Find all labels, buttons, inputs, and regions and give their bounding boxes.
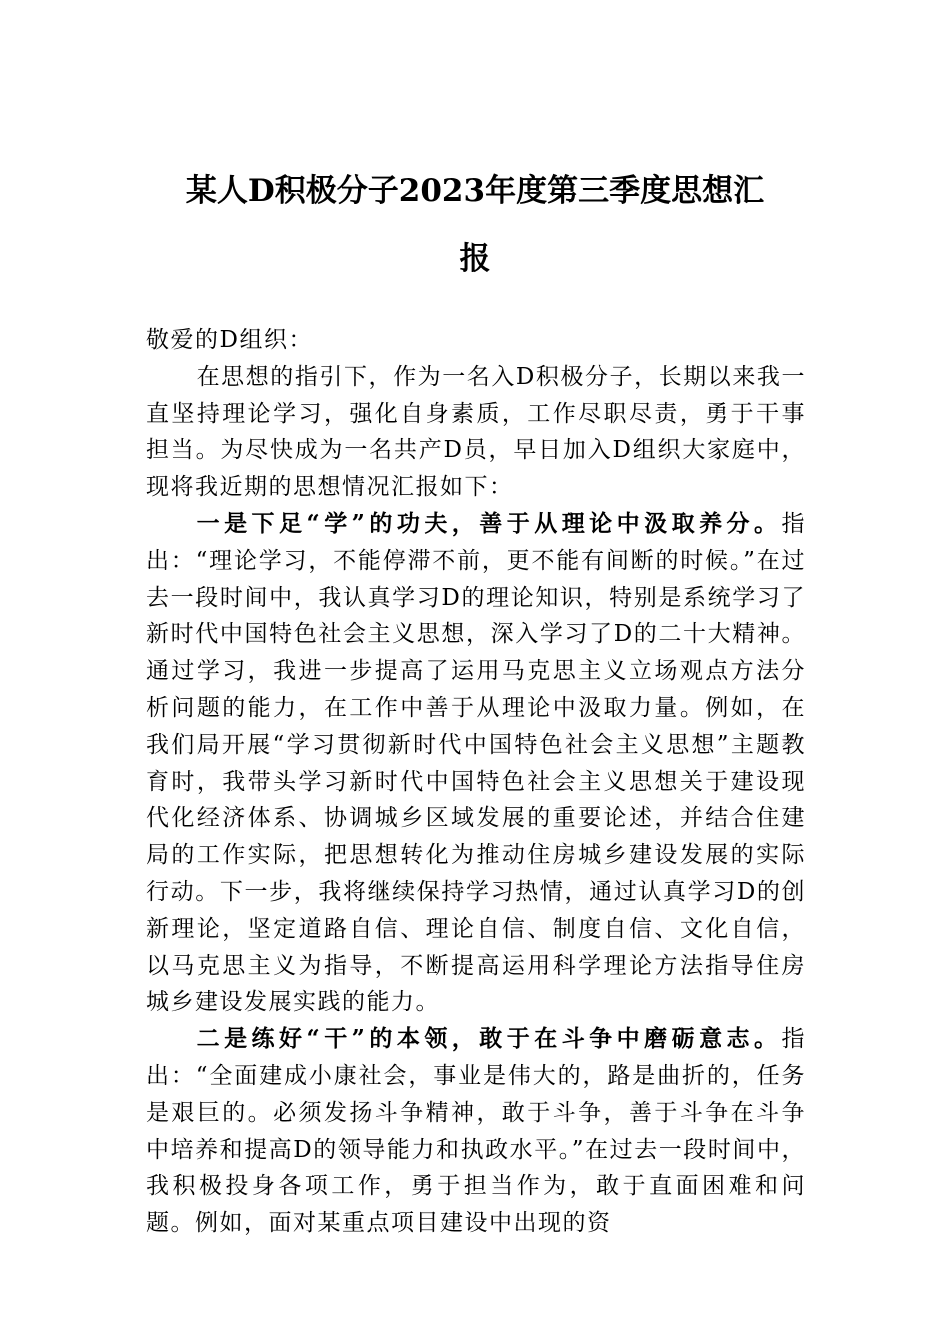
paragraph-study [146,506,806,1021]
paragraph-study-lead: 一是下足“学”的功夫，善于从理论中汲取养分。 [196,509,782,537]
paragraph-intro: 在思想的指引下，作为一名入D积极分子，长期以来我一直坚持理论学习，强化自身素质，工作尽职尽责，勇于干事担当。为尽快成为一名共产D员，早日加入D组织大家庭中，现将我近期的思想情况汇报如下： [146,363,806,501]
salutation: 敬爱的D组织： [146,327,313,353]
paragraph-work [146,1021,806,1242]
paragraph-work-lead: 二是练好“干”的本领，敢于在斗争中磨砺意志。 [196,1025,782,1053]
title-line-2: 报 [459,241,491,277]
document-body [146,322,806,1242]
title-line-1: 某人D积极分子2023年度第三季度思想汇 [185,173,765,209]
paragraph-work-text: 指出：“全面建成小康社会，事业是伟大的，路是曲折的，任务是艰巨的。必须发扬斗争精神，敢于斗争，善于斗争在斗争中培养和提高D的领导能力和执政水平。”在过去一段时间中，我积极投身各项工作，勇于担当作为，敢于直面困难和问题。例如，面对某重点项目建设中出现的资 [146,1026,806,1237]
paragraph-study-text: 指出：“理论学习，不能停滞不前，更不能有间断的时候。”在过去一段时间中，我认真学习D的理论知识，特别是系统学习了新时代中国特色社会主义思想，深入学习了D的二十大精神。通过学习，我进一步提高了运用马克思主义立场观点方法分析问题的能力，在工作中善于从理论中汲取力量。例如，在我们局开展“学习贯彻新时代中国特色社会主义思想”主题教育时，我带头学习新时代中国特色社会主义思想关于建设现代化经济体系、协调城乡区域发展的重要论述，并结合住建局的工作实际，把思想转化为推动住房城乡建设发展的实际行动。下一步，我将继续保持学习热情，通过认真学习D的创新理论，坚定道路自信、理论自信、制度自信、文化自信，以马克思主义为指导，不断提高运用科学理论方法指导住房城乡建设发展实践的能力。 [146,510,806,1016]
document-title [140,157,810,293]
